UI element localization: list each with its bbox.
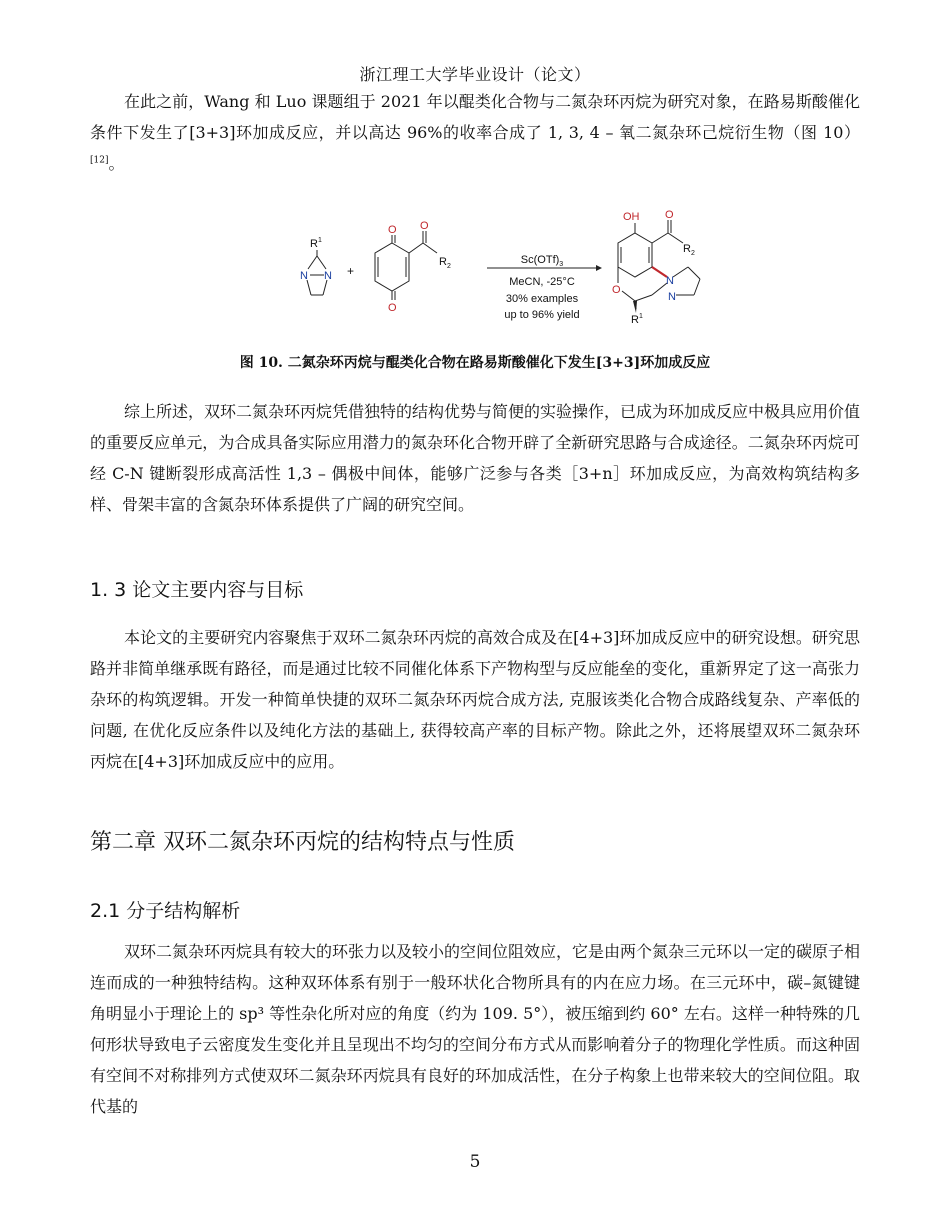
n-left-label: N [300,270,308,282]
examples-label: 30% examples [505,293,579,305]
paragraph-structure [90,936,860,1122]
n-right-label: N [324,270,332,282]
reaction-scheme-figure [290,205,720,335]
product-o-ring-label: O [612,284,621,296]
figure-caption: 图 10. 二氮杂环丙烷与醌类化合物在路易斯酸催化下发生[3+3]环加成反应 [239,355,711,371]
citation-ref: [12] [90,155,109,166]
paragraph-intro-text: 在此之前，Wang 和 Luo 课题组于 2021 年以醌类化合物与二氮杂环丙烷为研究对象，在路易斯酸催化条件下发生了[3+3]环加成反应，并以高达 96%的收率合成了 1, 3, 4 – 氧二氮杂环己烷衍生物（图 10） [90,92,860,142]
r1-label: R [310,238,318,250]
paragraph-intro [90,86,860,179]
product-r1-sup: 1 [638,313,643,320]
page-number: 5 [469,1152,481,1172]
product-r1-label: R [631,314,639,326]
catalyst-label: Sc(OTf) [520,254,560,266]
paragraph-summary [90,396,860,520]
product-n2-label: N [668,291,676,303]
r2-sub: 2 [446,263,451,270]
product-structure [618,220,700,309]
svg-text:R1 [631,313,643,326]
paragraph-structure-text: 双环二氮杂环丙烷具有较大的环张力以及较小的空间位阻效应，它是由两个氮杂三元环以一定的碳原子相连而成的一种独特结构。这种双环体系有别于一般环状化合物所具有的内在应力场。在三元环中，碳–氮键键角明显小于理论上的 sp³ 等性杂化所对应的角度（约为 109. 5°），被压缩到约 60° 左右。这样一种特殊的几何形状导致电子云密度发生变化并且呈现出不均匀的空间分布方式从而影响着分子的物理化学性质。而这种固有空间不对称排列方式使双环二氮杂环丙烷具有良好的环加成活性，在分子构象上也带来较大的空间位阻。取代基的 [90,942,861,1116]
o-bottom-label: O [388,302,397,314]
yield-label: up to 96% yield [504,309,580,321]
stereo-wedge [633,301,637,313]
paragraph-goals-text: 本论文的主要研究内容聚焦于双环二氮杂环丙烷的高效合成及在[4+3]环加成反应中的研究设想。研究思路并非简单继承既有路径，而是通过比较不同催化体系下产物构型与反应能垒的变化，重新界定了这一高张力杂环的构筑逻辑。开发一种简单快捷的双环二氮杂环丙烷合成方法, 克服该类化合物合成路线复杂、产率低的问题, 在优化反应条件以及纯化方法的基础上, 获得较高产率的目标产物。除此之外，还将展望双环二氮杂环丙烷在[4+3]环加成反应中的应用。 [90,628,860,771]
r2-label: R [439,256,447,268]
r1-sup: 1 [317,237,322,244]
svg-text:R2 [439,256,451,270]
plus-sign: + [347,264,355,278]
section-heading-1-3: 1. 3 论文主要内容与目标 [90,579,304,601]
paragraph-intro-tail: 。 [108,154,125,173]
svg-text:R1 [310,237,322,250]
page-header: 浙江理工大学毕业设计（论文） [359,65,591,84]
product-o-acyl-label: O [665,209,674,221]
solvent-temp-label: MeCN, -25°C [509,276,575,288]
svg-text:Sc(OTf)3 [521,254,564,268]
quinone-structure [375,231,437,300]
product-n1-label: N [666,275,674,287]
paragraph-goals [90,622,860,777]
arrow-head [596,265,602,271]
chapter-heading-2: 第二章 双环二氮杂环丙烷的结构特点与性质 [90,830,515,855]
catalyst-sub: 3 [559,261,564,268]
product-r2-label: R [683,243,691,255]
paragraph-summary-text: 综上所述，双环二氮杂环丙烷凭借独特的结构优势与简便的实验操作，已成为环加成反应中极具应用价值的重要反应单元，为合成具备实际应用潜力的氮杂环化合物开辟了全新研究思路与合成途径。二氮杂环丙烷可经 C-N 键断裂形成高活性 1,3 – 偶极中间体，能够广泛参与各类［3+n］环加成反应，为高效构筑结构多样、骨架丰富的含氮杂环体系提供了广阔的研究空间。 [90,402,861,514]
o-top-label: O [388,224,397,236]
svg-text:R2 [683,243,695,257]
section-heading-2-1: 2.1 分子结构解析 [90,900,241,922]
product-r2-sub: 2 [690,250,695,257]
o-acyl-label: O [420,220,429,232]
oh-label: OH [623,211,640,223]
